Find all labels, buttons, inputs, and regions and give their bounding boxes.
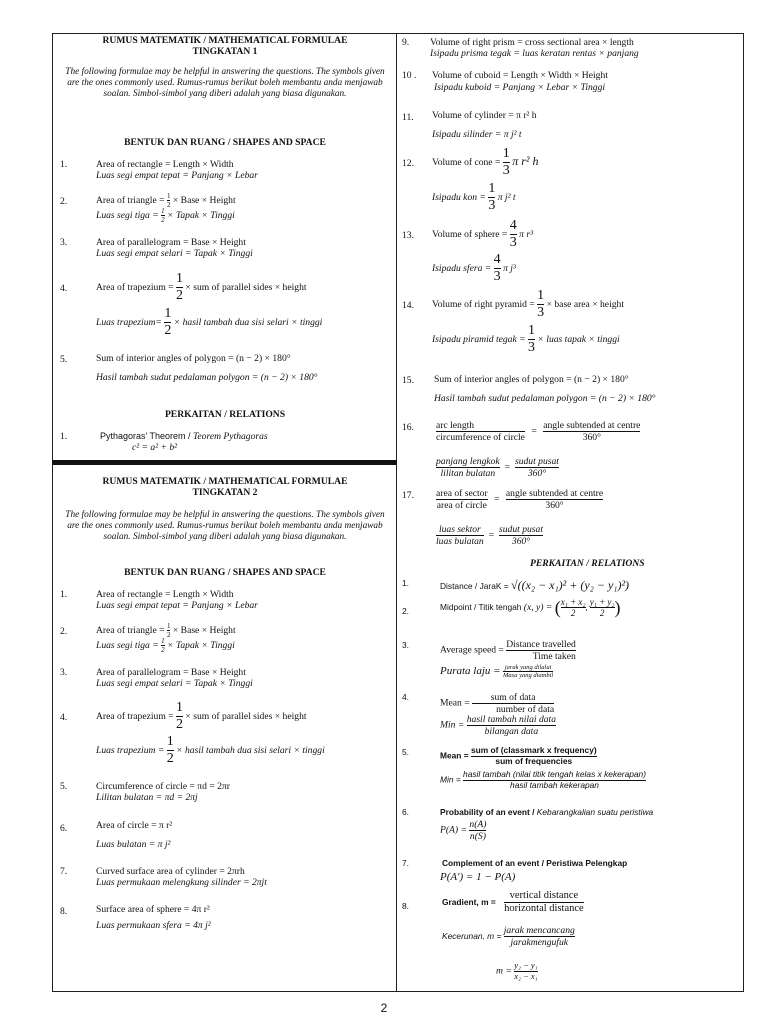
area-triangle-my-a: Luas segi tiga = [96, 209, 159, 221]
complement-label: Complement of an event / Peristiwa Pelengkap [442, 858, 628, 868]
fraction-num: 1 [176, 271, 183, 288]
gradient-coordinate-fraction [514, 961, 537, 982]
fraction-num: 1 [488, 181, 495, 198]
item-number: 15. [402, 375, 414, 386]
mean-label-my: Min = [440, 719, 465, 731]
midpoint-xy: (x, y) = [523, 602, 553, 614]
fraction-den: 3 [528, 340, 536, 356]
cone-volume-en [432, 146, 538, 179]
fraction-num: vertical distance [504, 890, 584, 903]
area-trapezium-en [96, 700, 307, 733]
midpoint-x-fraction [561, 597, 586, 619]
item-number: 7. [60, 866, 68, 877]
pythagoras-formula: c² = a² + b² [132, 442, 178, 453]
fraction-den: 2 [176, 717, 183, 733]
area-circle-en: Area of circle = π r² [96, 820, 173, 831]
mean-formula-my [440, 714, 556, 737]
fraction-num: hasil tambah (nilai titik tengah kelas x kekerapan) [463, 769, 646, 779]
fraction-den: area of circle [436, 500, 487, 512]
average-speed-formula [440, 639, 576, 662]
grouped-mean-fraction-my [463, 770, 646, 790]
fraction-num: 4 [510, 218, 517, 235]
fraction-num: 1 [528, 323, 535, 340]
item-number: 1. [60, 589, 68, 600]
item-number: 2. [60, 196, 68, 207]
cuboid-volume-en: Volume of cuboid = Length × Width × Height [432, 70, 608, 81]
fraction-num: 1 [537, 288, 544, 305]
mean-label: Mean = [440, 697, 470, 709]
item-number: 1. [60, 159, 68, 170]
fraction-den: circumference of circle [436, 432, 525, 444]
speed-fraction-my [503, 664, 553, 680]
fraction-num: 1 [161, 637, 165, 645]
midpoint-formula: Midpoint / Titik tengah (x, y) = ( $\frac{\text{x₁ + x₂}}{2}$ , $\frac{\text{y₁ + y₂}}{2}$ ) [440, 597, 621, 619]
section-divider-bar [52, 460, 397, 465]
fraction-num: Distance travelled [506, 639, 576, 650]
item-number: 6. [60, 823, 68, 834]
mean-fraction-my [467, 714, 556, 737]
fraction-den: 2 [166, 631, 171, 640]
fraction-num: sudut pusat [514, 456, 559, 467]
speed-fraction [506, 639, 576, 662]
half-fraction [176, 700, 183, 733]
pythagoras-my: Teorem Pythagoras [192, 431, 268, 442]
angle-fraction [506, 488, 603, 511]
item-number: 4. [60, 283, 68, 294]
item-number: 7. [402, 858, 409, 868]
cylinder-volume-en: Volume of cylinder = π r² h [432, 110, 537, 121]
circumference-my: Lilitan bulatan = πd = 2πj [96, 792, 198, 803]
probability-formula [440, 819, 486, 842]
form2-formulae [56, 476, 394, 988]
pyramid-volume-en-b: × base area × height [546, 298, 624, 310]
distance-label: Distance / JaraK = [440, 581, 509, 591]
sphere-volume-en-a: Volume of sphere = [432, 228, 508, 240]
fraction-num: jarak yang dilalui [504, 664, 552, 671]
mean-formula [440, 692, 554, 715]
fraction-num: arc length [436, 420, 525, 432]
fraction-num: 1 [164, 306, 171, 323]
fraction-den: x₂ − x₁ [514, 970, 538, 981]
gradient-fraction-my [504, 925, 575, 948]
grouped-mean-label: Mean = [440, 750, 469, 761]
fraction-num: jarak mencancang [503, 925, 575, 936]
mean-fraction [472, 692, 554, 715]
fraction-den: 2 [161, 216, 165, 225]
cone-volume-my-a: Isipadu kon = [432, 191, 486, 203]
gradient-label-my: Kecerunan, m = [442, 930, 502, 941]
area-trapezium-en-a: Area of trapezium = [96, 710, 174, 722]
item-number: 6. [402, 807, 409, 817]
fraction-den: 2 [161, 646, 165, 655]
area-trapezium-my-b: × hasil tambah dua sisi selari × tinggi [173, 316, 323, 328]
area-trapezium-my-b: × hasil tambah dua sisi selari × tinggi [176, 744, 325, 756]
angle-fraction [543, 420, 640, 443]
area-parallelogram-en: Area of parallelogram = Base × Height [96, 667, 246, 678]
half-fraction [176, 271, 183, 304]
fraction-den: 360° [545, 500, 564, 512]
area-rectangle-en: Area of rectangle = Length × Width [96, 589, 234, 600]
item-number: 8. [60, 906, 68, 917]
fraction-den: 2 [164, 323, 172, 339]
item-number: 16. [402, 422, 414, 433]
average-speed-label: Average speed = [440, 644, 504, 656]
area-trapezium-my [96, 734, 325, 767]
item-number: 10 . [402, 70, 417, 81]
sphere-volume-en-b: π r³ [519, 228, 533, 240]
form2-section-heading: BENTUK DAN RUANG / SHAPES AND SPACE [124, 567, 326, 578]
item-number: 4. [60, 712, 68, 723]
area-triangle-my [96, 207, 235, 224]
fraction-num: sum of (classmark x frequency) [470, 745, 597, 755]
sector-fraction [436, 488, 488, 511]
fraction-den: 3 [488, 198, 496, 214]
fraction-num: 1 [167, 734, 174, 751]
item-number: 9. [402, 37, 410, 48]
item-number: 3. [60, 237, 68, 248]
fraction-den: 2 [570, 608, 576, 619]
pythagoras-en: Pythagoras’ Theorem / [100, 431, 191, 441]
item-number: 3. [60, 667, 68, 678]
arc-length-ratio: $\frac{\text{arc length}}{\text{circumference of circle}}$ = $\frac{\text{angle subtended at centre}}{360^\circ}$ [436, 420, 641, 444]
item-number: 2. [402, 606, 409, 616]
cylinder-surface-my: Luas permukaan melengkung silinder = 2πjt [96, 877, 267, 888]
arc-fraction [436, 420, 525, 443]
probability-fraction [469, 819, 486, 842]
sphere-surface-my: Luas permukaan sfera = 4π j² [96, 920, 211, 931]
fraction-den: sum of frequencies [495, 755, 573, 766]
area-triangle-my [96, 637, 235, 654]
arc-fraction [436, 456, 500, 479]
item-number: 8. [402, 901, 409, 911]
fraction-den: 3 [502, 163, 510, 179]
prism-volume-en: Volume of right prism = cross sectional area × length [430, 37, 634, 48]
cone-volume-en-b: π r² h [512, 153, 539, 168]
fraction-num: 1 [503, 146, 510, 163]
form1-intro: The following formulae may be helpful in answering the questions. The symbols given are the ones commonly used. Rumus-rumus berikut boleh membantu anda menjawab soalan. Simbol-simbol yang diberi adalah yang biasa digunakan. [65, 67, 385, 99]
probability-lhs: P(A) = [440, 824, 467, 836]
four-thirds-fraction [494, 252, 501, 285]
area-triangle-en-a: Area of triangle = [96, 624, 165, 636]
third-fraction [528, 323, 535, 356]
fraction-num: sum of data [472, 692, 554, 704]
fraction-num: y₂ − y₁ [514, 960, 538, 970]
fraction-den: horizontal distance [504, 903, 584, 915]
column-divider [396, 33, 397, 992]
form1-title-line1: RUMUS MATEMATIK / MATHEMATICAL FORMULAE [102, 35, 348, 46]
area-triangle-my-b: × Tapak × Tinggi [167, 209, 235, 221]
right-column-formulae [400, 35, 742, 990]
pyramid-volume-my-b: × luas tapak × tinggi [537, 333, 620, 345]
polygon-angles-en: Sum of interior angles of polygon = (n − 2) × 180° [96, 353, 291, 364]
half-fraction [164, 306, 171, 339]
pyramid-volume-en [432, 288, 624, 321]
fraction-den: Masa yang diambil [503, 672, 554, 680]
form1-formulae [56, 35, 394, 459]
fraction-num: angle subtended at centre [505, 488, 604, 499]
polygon-angles-my: Hasil tambah sudut pedalaman polygon = (n − 2) × 180° [96, 372, 318, 383]
item-number: 5. [60, 354, 68, 365]
form2-title-line2: TINGKATAN 2 [192, 487, 258, 498]
third-fraction [503, 146, 510, 179]
fraction-den: luas bulatan [436, 536, 484, 548]
form1-title-line2: TINGKATAN 1 [192, 46, 258, 57]
pyramid-volume-my-a: Isipadu piramid tegak = [432, 333, 526, 345]
form1-relations-heading: PERKAITAN / RELATIONS [164, 409, 286, 420]
sector-area-ratio-my: $\frac{\text{luas sektor}}{\text{luas bulatan}}$ = $\frac{\text{sudut pusat}}{360^\circ}$ [436, 524, 543, 548]
area-trapezium-my-a: Luas trapezium= [96, 316, 162, 328]
probability-label [440, 807, 653, 817]
area-triangle-en-b: × Base × Height [172, 624, 236, 636]
sector-fraction [436, 524, 484, 547]
gradient-lhs: m = [496, 965, 512, 977]
circumference-en: Circumference of circle = πd = 2πr [96, 781, 230, 792]
item-number: 14. [402, 300, 414, 311]
form1-title [56, 35, 394, 57]
item-number: 1. [60, 431, 68, 442]
midpoint-y-fraction [590, 597, 615, 619]
item-number: 2. [60, 626, 68, 637]
area-parallelogram-my: Luas segi empat selari = Tapak × Tinggi [96, 678, 253, 689]
grouped-mean-label-my: Min = [440, 774, 461, 785]
area-trapezium-en-b: × sum of parallel sides × height [185, 281, 307, 293]
item-number: 17. [402, 490, 414, 501]
fraction-num: 1 [166, 622, 171, 630]
fraction-den: 2 [166, 201, 171, 210]
midpoint-label: Midpoint / Titik tengah [440, 602, 522, 613]
gradient-formula [442, 890, 584, 915]
area-triangle-my-b: × Tapak × Tinggi [167, 639, 235, 651]
area-triangle-my-a: Luas segi tiga = [96, 639, 159, 651]
fraction-num: x₁ + x₂ [560, 597, 586, 607]
probability-label-my: Kebarangkalian suatu peristiwa [536, 807, 654, 817]
gradient-fraction [504, 890, 584, 915]
average-speed-label-my: Purata laju = [440, 665, 501, 678]
fraction-num: luas sektor [436, 524, 484, 536]
sphere-volume-my [432, 252, 516, 285]
cuboid-volume-my: Isipadu kuboid = Panjang × Lebar × Tinggi [434, 82, 606, 93]
fraction-den: hasil tambah kekerapan [510, 779, 599, 790]
probability-label-en: Probability of an event / [440, 807, 535, 817]
fraction-den: n(S) [469, 831, 486, 843]
sphere-surface-en: Surface area of sphere = 4π r² [96, 904, 210, 915]
fraction-den: jarakmengufuk [510, 937, 569, 949]
fraction-den: 360° [527, 468, 547, 480]
area-trapezium-en [96, 271, 307, 304]
cylinder-surface-en: Curved surface area of cylinder = 2πrh [96, 866, 245, 877]
item-number: 13. [402, 230, 414, 241]
fraction-den: 3 [509, 235, 517, 251]
fraction-num: 4 [494, 252, 501, 269]
fraction-num: panjang lengkok [436, 456, 500, 467]
item-number: 12. [402, 158, 414, 169]
fraction-den: 3 [537, 305, 545, 321]
relations-heading: PERKAITAN / RELATIONS [530, 558, 645, 569]
item-number: 11. [402, 112, 414, 123]
polygon-angles-my: Hasil tambah sudut pedalaman polygon = (n − 2) × 180° [434, 393, 656, 404]
prism-volume-my: Isipadu prisma tegak = luas keratan rentas × panjang [430, 48, 639, 59]
fraction-num: y₁ + y₂ [589, 597, 615, 607]
fraction-den: 2 [176, 288, 183, 304]
half-fraction [167, 734, 174, 767]
area-rectangle-my: Luas segi empat tepat = Panjang × Lebar [96, 170, 258, 181]
area-triangle-en-a: Area of triangle = [96, 194, 165, 206]
area-trapezium-en-b: × sum of parallel sides × height [185, 710, 307, 722]
form2-title [56, 476, 394, 498]
angle-fraction [499, 524, 543, 547]
area-triangle-en-b: × Base × Height [172, 194, 236, 206]
fraction-den: number of data [496, 704, 555, 716]
angle-fraction [515, 456, 559, 479]
distance-formula [440, 578, 629, 593]
fraction-num: 1 [166, 192, 171, 200]
fraction-num: 1 [176, 700, 183, 717]
fraction-num: area of sector [436, 488, 488, 499]
gradient-coordinates-formula [496, 961, 538, 982]
area-rectangle-en: Area of rectangle = Length × Width [96, 159, 234, 170]
half-fraction [161, 637, 165, 654]
fraction-den: 360° [582, 432, 601, 444]
polygon-angles-en: Sum of interior angles of polygon = (n − 2) × 180° [434, 374, 629, 385]
fraction-num: angle subtended at centre [543, 420, 641, 431]
sphere-volume-en [432, 218, 533, 251]
pyramid-volume-my [432, 323, 620, 356]
complement-formula: P(A′) = 1 − P(A) [440, 871, 516, 883]
pythagoras-label [100, 431, 268, 442]
form2-title-line1: RUMUS MATEMATIK / MATHEMATICAL FORMULAE [102, 476, 348, 487]
area-trapezium-my-a: Luas trapezium = [96, 744, 165, 756]
fraction-den: 2 [166, 751, 174, 767]
pyramid-volume-en-a: Volume of right pyramid = [432, 298, 535, 310]
distance-expression: √((x₂ − x₁)² + (y₂ − y₁)²) [511, 578, 630, 592]
item-number: 5. [402, 747, 409, 757]
cone-volume-en-a: Volume of cone = [432, 156, 501, 168]
area-circle-my: Luas bulatan = π j² [96, 839, 171, 850]
fraction-num: 1 [161, 207, 165, 215]
fraction-den: 360° [511, 536, 531, 548]
grouped-mean-formula-my [440, 770, 646, 790]
item-number: 1. [402, 578, 409, 588]
grouped-mean-formula [440, 746, 597, 766]
fraction-den: Time taken [532, 651, 576, 663]
sphere-volume-my-a: Isipadu sfera = [432, 262, 492, 274]
gradient-label: Gradient, m = [442, 896, 496, 907]
fraction-den: lilitan bulatan [440, 468, 496, 480]
fraction-num: sudut pusat [499, 524, 543, 535]
cone-volume-my [432, 181, 516, 214]
form1-section-heading: BENTUK DAN RUANG / SHAPES AND SPACE [124, 137, 326, 148]
item-number: 3. [402, 640, 409, 650]
cone-volume-my-b: π j² t [497, 191, 516, 203]
form2-intro: The following formulae may be helpful in answering the questions. The symbols given are the ones commonly used. Rumus-rumus berikut boleh membantu anda menjawab soalan. Simbol-simbol yang diberi adalah yang biasa digunakan. [65, 510, 385, 542]
item-number: 4. [402, 692, 409, 702]
third-fraction [537, 288, 544, 321]
fraction-num: hasil tambah nilai data [466, 714, 557, 725]
area-rectangle-my: Luas segi empat tepat = Panjang × Lebar [96, 600, 258, 611]
area-parallelogram-en: Area of parallelogram = Base × Height [96, 237, 246, 248]
area-parallelogram-my: Luas segi empat selari = Tapak × Tinggi [96, 248, 253, 259]
third-fraction [488, 181, 495, 214]
page-number: 2 [380, 1001, 388, 1015]
half-fraction [161, 207, 165, 224]
fraction-den: 2 [599, 608, 605, 619]
fraction-num: n(A) [469, 819, 487, 830]
sector-area-ratio: $\frac{\text{area of sector}}{\text{area of circle}}$ = $\frac{\text{angle subtended at centre}}{360^\circ}$ [436, 488, 604, 512]
average-speed-formula-my [440, 664, 553, 680]
arc-length-ratio-my: $\frac{\text{panjang lengkok}}{\text{lilitan bulatan}}$ = $\frac{\text{sudut pusat}}{360^\circ}$ [436, 456, 559, 480]
four-thirds-fraction [510, 218, 517, 251]
area-trapezium-en-a: Area of trapezium = [96, 281, 174, 293]
item-number: 5. [60, 781, 68, 792]
fraction-den: bilangan data [484, 726, 539, 738]
cylinder-volume-my: Isipadu silinder = π j² t [432, 129, 522, 140]
gradient-formula-my [442, 925, 575, 948]
grouped-mean-fraction [471, 746, 597, 766]
fraction-den: 3 [493, 269, 501, 285]
sphere-volume-my-b: π j³ [503, 262, 516, 274]
area-trapezium-my [96, 306, 322, 339]
